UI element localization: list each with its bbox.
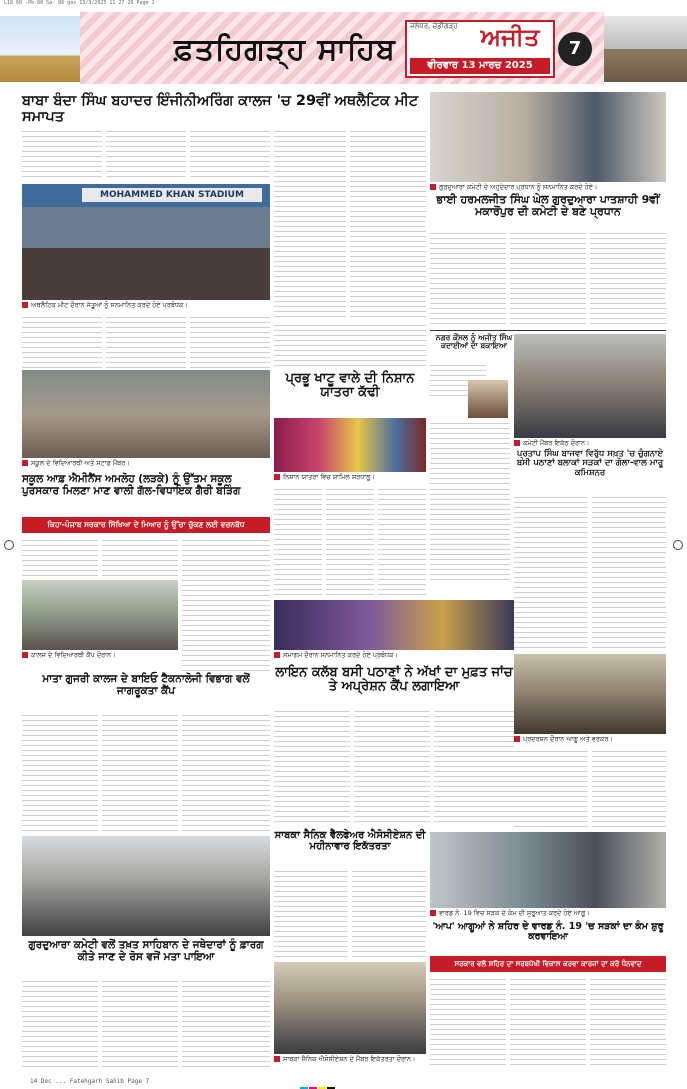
road-work-photo: [430, 832, 666, 908]
school-headline: ਸਕੂਲ ਆਫ਼ ਐਮੀਨੈਂਸ ਅਮਲੋਹ (ਲੜਕੇ) ਨੂੰ ਉੱਤਮ ਸਕੂਲ ਪੁਰਸਕਾਰ ਮਿਲਣਾ ਮਾਣ ਵਾਲੀ ਗੱਲ-ਵਿਧਾਇਕ ਗੈਰੀ ਬੜਿੰਗ: [22, 473, 241, 497]
text-column: [592, 494, 666, 650]
photo-caption: ਨਿਸ਼ਾਨ ਯਾਤਰਾ ਵਿਚ ਸ਼ਾਮਿਲ ਸ਼ਰਧਾਲੂ।: [274, 473, 426, 483]
text-column: [514, 494, 588, 650]
event-photo: [274, 600, 514, 650]
section-title: ਫ਼ਤਹਿਗੜ੍ਹ ਸਾਹਿਬ: [174, 32, 396, 67]
photo-caption: ਪ੍ਰਦਰਸ਼ਨ ਦੌਰਾਨ ਆਗੂ ਅਤੇ ਵਰਕਰ।: [514, 735, 666, 745]
council-headline: ਨਗਰ ਕੌਂਸਲ ਨੂੰ ਅਜੀਤ ਸਿੰਘ ਕਦਾਈਆਂ ਦਾ ਬਕਾਇਆ: [435, 333, 513, 351]
text-column: [274, 128, 346, 318]
text-column: [352, 868, 426, 958]
text-column: [182, 712, 270, 832]
aap-headline: 'ਆਪ' ਆਗੂਆਂ ਨੇ ਸ਼ਹਿਰ ਦੇ ਵਾਰਡ ਨੰ. 19 'ਚ ਸੜਕਾਂ ਦਾ ਕੰਮ ਸ਼ੁਰੂ ਕਰਵਾਇਆ: [432, 921, 664, 943]
text-column: [106, 314, 186, 368]
newspaper-logo: ਅਜੀਤ: [480, 22, 540, 51]
text-column: [430, 230, 506, 326]
photo-caption: ਸਾਬਕਾ ਸੈਨਿਕ ਐਸੋਸੀਏਸ਼ਨ ਦੇ ਮੈਂਬਰ ਇਕੱਤਰਤਾ ਦੌਰਾਨ।: [274, 1055, 426, 1065]
right-top-headline: ਭਾਈ ਹਰਮਲਜੀਤ ਸਿੰਘ ਘੇਲ ਗੁਰਦੁਆਰਾ ਪਾਤਸ਼ਾਹੀ 9ਵੀਂ ਮਕਾਰੋਂਪੁਰ ਦੀ ਕਮੇਟੀ ਦੇ ਬਣੇ ਪ੍ਰਧਾਨ: [436, 193, 660, 219]
text-column: [592, 748, 666, 828]
text-column: [354, 708, 430, 824]
photo-caption: ਸਮਾਗਮ ਦੌਰਾਨ ਸਨਮਾਨਿਤ ਕਰਦੇ ਹੋਏ ਪ੍ਰਬੰਧਕ।: [274, 651, 514, 661]
school-award-photo: [22, 580, 178, 650]
text-column: [182, 978, 270, 1068]
fort-photo: [604, 16, 687, 82]
council-group-photo: [514, 334, 666, 438]
text-column: [190, 314, 270, 368]
text-column: [514, 748, 588, 828]
color-bar: [300, 1078, 336, 1089]
text-column: [434, 708, 514, 824]
photo-caption: ਵਾਰਡ ਨੰ. 19 ਵਿਚ ਸੜਕ ਦੇ ਕੰਮ ਦੀ ਸ਼ੁਰੂਆਤ ਕਰਦੇ ਹੋਏ ਆਗੂ।: [430, 909, 666, 919]
text-column: [22, 712, 98, 832]
text-column: [22, 128, 102, 180]
text-column: [102, 712, 178, 832]
right-mid-headline: ਪ੍ਰਤਾਪ ਸਿੰਘ ਬਾਜਵਾ ਵਿਰੁੱਧ ਸਖ਼ਤ 'ਚ ਚੁੰਗਨਾਏ ਬਸੀ ਪਠਾਣਾਂ ਬਲਾਕਾਂ ਸੜਕਾਂ ਦਾ ਗੋਲਾ-ਵਾਲ ਮਾਰੂ ਕਮਿਸ਼ਨਰ: [516, 449, 664, 478]
school-subheadline: ਕਿਹਾ-ਪੰਜਾਬ ਸਰਕਾਰ ਸਿੱਖਿਆ ਦੇ ਮਿਆਰ ਨੂੰ ਉੱਚਾ ਚੁੱਕਣ ਲਈ ਵਚਨਬੱਧ: [22, 517, 270, 533]
school-group-photo: [22, 370, 270, 458]
photo-caption: ਸਕੂਲ ਦੇ ਵਿਦਿਆਰਥੀ ਅਤੇ ਸਟਾਫ਼ ਮੈਂਬਰ।: [22, 459, 270, 469]
lions-club-headline: ਲਾਇਨ ਕਲੱਬ ਬਸੀ ਪਠਾਣਾਂ ਨੇ ਅੱਖਾਂ ਦਾ ਮੁਫ਼ਤ ਜਾਂਚ ਤੇ ਅਪ੍ਰੇਸ਼ਨ ਕੈਂਪ ਲਗਾਇਆ: [275, 665, 513, 695]
text-column: [106, 128, 186, 180]
athletic-meet-photo: [22, 184, 270, 300]
text-column: [102, 978, 178, 1068]
text-column: [350, 128, 426, 318]
text-column: [182, 537, 270, 673]
text-column: [274, 322, 426, 368]
text-column: [510, 976, 586, 1066]
text-column: [22, 314, 102, 368]
edition-text: ਜਲੰਧਰ, ਚੰਡੀਗੜ੍ਹ: [410, 22, 458, 30]
registration-mark: [673, 540, 683, 550]
text-column: [326, 486, 374, 596]
text-column: [430, 486, 510, 582]
photo-caption: ਗੁਰਦੁਆਰਾ ਕਮੇਟੀ ਦੇ ਅਹੁਦੇਦਾਰ ਪ੍ਰਧਾਨ ਨੂੰ ਸਨਮਾਨਿਤ ਕਰਦੇ ਹੋਏ।: [430, 183, 666, 193]
gurdwara-headline: ਗੁਰਦੁਆਰਾ ਕਮੇਟੀ ਵਲੋਂ ਤਖ਼ਤ ਸਾਹਿਬਾਨ ਦੇ ਜਥੇਦਾਰਾਂ ਨੂੰ ਫ਼ਾਰਗ ਕੀਤੇ ਜਾਣ ਦੇ ਰੋਸ ਵਜੋਂ ਮਤਾ ਪਾਇਆ: [28, 939, 264, 963]
text-column: [378, 486, 426, 596]
text-column: [590, 230, 666, 326]
sainik-headline: ਸਾਬਕਾ ਸੈਨਿਕ ਵੈੱਲਫੇਅਰ ਐਸੋਸੀਏਸ਼ਨ ਦੀ ਮਹੀਨਾਵਾਰ ਇਕੱਤਰਤਾ: [274, 830, 426, 852]
protest-photo: [514, 654, 666, 734]
photo-caption: ਅਥਲੈਟਿਕ ਮੀਟ ਦੌਰਾਨ ਜੇਤੂਆਂ ਨੂੰ ਸਨਮਾਨਿਤ ਕਰਦੇ ਹੋਏ ਪ੍ਰਬੰਧਕ।: [22, 301, 272, 311]
stadium-banner: MOHAMMED KHAN STADIUM: [82, 188, 262, 202]
print-slug: L18 60 -Pb 60 Sa- 86 gas 13/3/2025 11 27 20 Page 1: [4, 0, 155, 6]
photo-caption: ਕਮੇਟੀ ਮੈਂਬਰ ਇਕੱਠ ਦੌਰਾਨ।: [514, 439, 666, 449]
mata-gujri-headline: ਮਾਤਾ ਗੁਜਰੀ ਕਾਲਜ ਦੇ ਬਾਇਓ ਟੈਕਨਾਲੋਜੀ ਵਿਭਾਗ ਵਲੋਂ ਜਾਗਰੂਕਤਾ ਕੈਂਪ: [42, 673, 250, 697]
print-footer: 14 Dec ... Fatehgarh Sahib Page 7: [30, 1078, 150, 1085]
sainik-photo: [274, 962, 426, 1054]
issue-date: ਵੀਰਵਾਰ 13 ਮਾਰਚ 2025: [410, 58, 550, 74]
nishan-yatra-headline: ਪ੍ਰਭੂ ਖਾਟੂ ਵਾਲੇ ਦੀ ਨਿਸ਼ਾਨ ਯਾਤਰਾ ਕੱਢੀ: [285, 371, 415, 401]
gurdwara-photo: [0, 16, 80, 82]
text-column: [430, 976, 506, 1066]
text-column: [190, 128, 270, 180]
page-number: 7: [558, 32, 592, 66]
text-column: [102, 537, 178, 577]
text-column: [274, 486, 322, 596]
gurdwara-committee-photo: [430, 92, 666, 182]
gurdwara-meeting-photo: [22, 836, 270, 936]
divider: [430, 330, 666, 331]
registration-mark: [4, 540, 14, 550]
text-column: [274, 868, 348, 958]
text-column: [590, 976, 666, 1066]
text-column: [274, 708, 350, 824]
nishan-yatra-photo: [274, 418, 426, 472]
text-column: [22, 978, 98, 1068]
main-headline: ਬਾਬਾ ਬੰਦਾ ਸਿੰਘ ਬਹਾਦਰ ਇੰਜੀਨੀਅਰਿੰਗ ਕਾਲਜ 'ਚ 29ਵੀਂ ਅਥਲੈਟਿਕ ਮੀਟ ਸਮਾਪਤ: [22, 93, 419, 125]
portrait-photo: [468, 380, 508, 418]
text-column: [510, 230, 586, 326]
text-column: [22, 537, 98, 577]
masthead: [0, 6, 687, 90]
aap-subheadline: ਸਰਕਾਰ ਵਲੋਂ ਸ਼ਹਿਰ ਦਾ ਸਰਬਪੱਖੀ ਵਿਕਾਸ ਕਰਵਾ ਕਾਰਜਾਂ ਦਾ ਕਰੋ ਧੰਨਵਾਦ: [430, 956, 666, 972]
photo-caption: ਕਾਲਜ ਦੇ ਵਿਦਿਆਰਥੀ ਕੈਂਪ ਦੌਰਾਨ।: [22, 651, 178, 661]
